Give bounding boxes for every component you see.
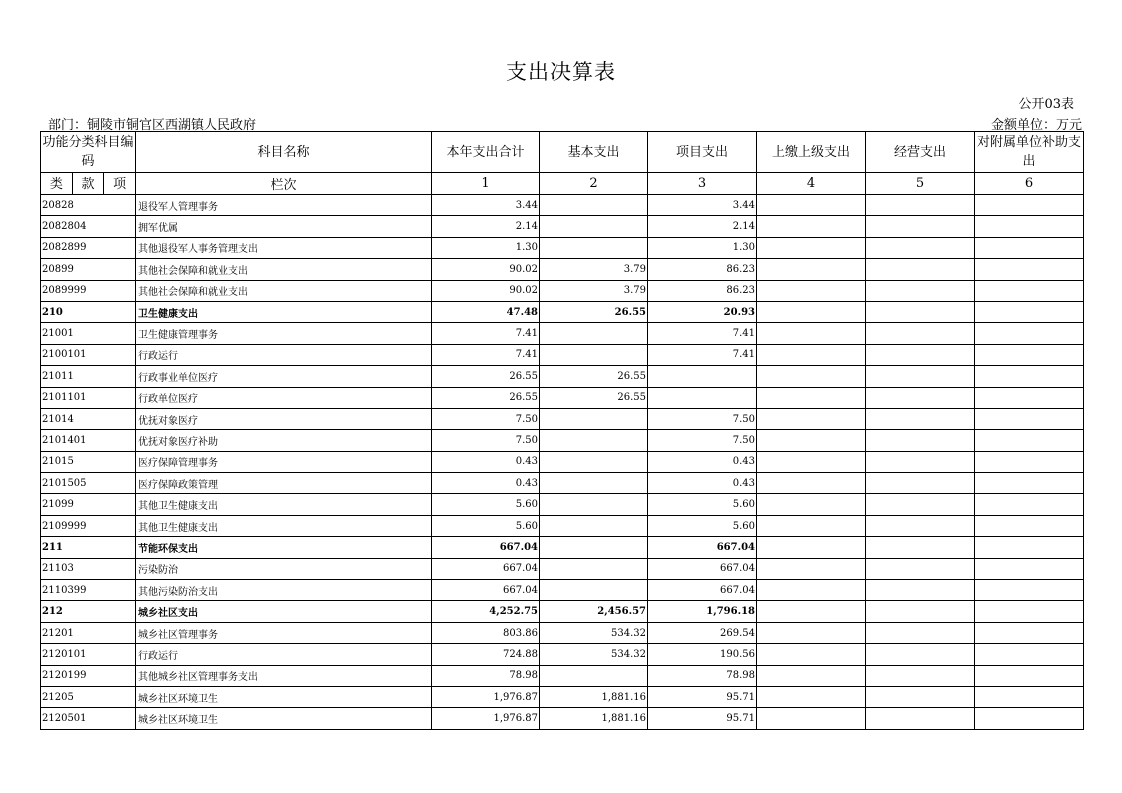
row-business-cell <box>866 686 975 707</box>
row-business-cell <box>866 430 975 451</box>
row-basic-cell: 1,881.16 <box>540 686 648 707</box>
row-name-cell: 行政事业单位医疗 <box>136 366 432 387</box>
row-code-cell: 212 <box>41 601 136 622</box>
row-upper-cell <box>757 387 866 408</box>
table-row <box>41 537 1084 558</box>
row-project-cell: 269.54 <box>648 622 757 643</box>
row-name-cell: 行政运行 <box>136 644 432 665</box>
code-subheader-cell <box>41 173 136 195</box>
table-row <box>41 686 1084 707</box>
row-basic-cell <box>540 494 648 515</box>
row-business-cell <box>866 558 975 579</box>
row-project-cell: 190.56 <box>648 644 757 665</box>
header-code: 功能分类科目编码 <box>41 132 136 173</box>
row-name-cell: 其他退役军人事务管理支出 <box>136 237 432 258</box>
row-upper-cell <box>757 580 866 601</box>
row-total-cell: 0.43 <box>432 473 540 494</box>
row-business-cell <box>866 195 975 216</box>
header-name: 科目名称 <box>136 132 432 173</box>
row-subsidy-cell <box>975 601 1084 622</box>
row-name-cell: 污染防治 <box>136 558 432 579</box>
table-row <box>41 494 1084 515</box>
row-total-cell: 724.88 <box>432 644 540 665</box>
row-basic-cell: 26.55 <box>540 387 648 408</box>
row-name-cell: 优抚对象医疗补助 <box>136 430 432 451</box>
row-basic-cell <box>540 195 648 216</box>
row-code-cell: 2089999 <box>41 280 136 301</box>
row-code-cell: 2082899 <box>41 237 136 258</box>
row-basic-cell <box>540 430 648 451</box>
row-total-cell: 90.02 <box>432 280 540 301</box>
row-name-cell: 医疗保障管理事务 <box>136 451 432 472</box>
row-basic-cell: 3.79 <box>540 280 648 301</box>
row-subsidy-cell <box>975 430 1084 451</box>
row-upper-cell <box>757 665 866 686</box>
table-row <box>41 280 1084 301</box>
row-project-cell: 7.41 <box>648 323 757 344</box>
row-code-cell: 2120101 <box>41 644 136 665</box>
row-code-cell: 2109999 <box>41 515 136 536</box>
row-project-cell <box>648 387 757 408</box>
row-name-cell: 城乡社区支出 <box>136 601 432 622</box>
form-number: 公开03表 <box>1018 97 1074 112</box>
header-basic: 基本支出 <box>540 132 648 173</box>
row-subsidy-cell <box>975 686 1084 707</box>
row-total-cell: 7.50 <box>432 408 540 429</box>
row-project-cell: 5.60 <box>648 515 757 536</box>
row-project-cell: 1,796.18 <box>648 601 757 622</box>
row-code-cell: 210 <box>41 301 136 322</box>
row-upper-cell <box>757 195 866 216</box>
subheader-col4: 4 <box>757 173 866 195</box>
row-code-cell: 20828 <box>41 195 136 216</box>
row-business-cell <box>866 366 975 387</box>
row-subsidy-cell <box>975 387 1084 408</box>
row-project-cell: 95.71 <box>648 708 757 729</box>
row-total-cell: 1.30 <box>432 237 540 258</box>
row-basic-cell <box>540 216 648 237</box>
row-subsidy-cell <box>975 537 1084 558</box>
row-business-cell <box>866 259 975 280</box>
row-code-cell: 2120501 <box>41 708 136 729</box>
row-name-cell: 退役军人管理事务 <box>136 195 432 216</box>
row-business-cell <box>866 580 975 601</box>
table-row <box>41 195 1084 216</box>
row-subsidy-cell <box>975 344 1084 365</box>
row-project-cell: 2.14 <box>648 216 757 237</box>
row-business-cell <box>866 301 975 322</box>
row-upper-cell <box>757 408 866 429</box>
row-business-cell <box>866 644 975 665</box>
row-code-cell: 2082804 <box>41 216 136 237</box>
row-upper-cell <box>757 601 866 622</box>
department-label: 部门：铜陵市铜官区西湖镇人民政府 <box>48 118 257 133</box>
row-code-cell: 21103 <box>41 558 136 579</box>
row-basic-cell <box>540 558 648 579</box>
row-upper-cell <box>757 686 866 707</box>
table-row <box>41 216 1084 237</box>
row-name-cell: 节能环保支出 <box>136 537 432 558</box>
row-basic-cell <box>540 515 648 536</box>
row-name-cell: 其他污染防治支出 <box>136 580 432 601</box>
row-business-cell <box>866 216 975 237</box>
header-subsidy: 对附属单位补助支出 <box>975 132 1084 173</box>
row-basic-cell: 2,456.57 <box>540 601 648 622</box>
row-subsidy-cell <box>975 323 1084 344</box>
row-project-cell: 86.23 <box>648 280 757 301</box>
row-total-cell: 2.14 <box>432 216 540 237</box>
row-code-cell: 21205 <box>41 686 136 707</box>
row-project-cell: 7.50 <box>648 408 757 429</box>
subheader-lei: 类 <box>41 173 73 194</box>
row-project-cell: 95.71 <box>648 686 757 707</box>
row-code-cell: 21015 <box>41 451 136 472</box>
row-total-cell: 47.48 <box>432 301 540 322</box>
row-total-cell: 7.41 <box>432 344 540 365</box>
subheader-kuan: 款 <box>73 173 105 194</box>
row-total-cell: 78.98 <box>432 665 540 686</box>
row-subsidy-cell <box>975 558 1084 579</box>
row-upper-cell <box>757 622 866 643</box>
table-row <box>41 708 1084 729</box>
row-code-cell: 21099 <box>41 494 136 515</box>
row-code-cell: 211 <box>41 537 136 558</box>
row-upper-cell <box>757 301 866 322</box>
table-row <box>41 301 1084 322</box>
subheader-col5: 5 <box>866 173 975 195</box>
row-basic-cell <box>540 408 648 429</box>
row-total-cell: 667.04 <box>432 558 540 579</box>
row-basic-cell <box>540 323 648 344</box>
row-subsidy-cell <box>975 237 1084 258</box>
subheader-col6: 6 <box>975 173 1084 195</box>
row-subsidy-cell <box>975 644 1084 665</box>
row-total-cell: 4,252.75 <box>432 601 540 622</box>
header-row <box>41 132 1084 173</box>
row-basic-cell <box>540 473 648 494</box>
row-upper-cell <box>757 644 866 665</box>
row-business-cell <box>866 280 975 301</box>
row-total-cell: 26.55 <box>432 366 540 387</box>
row-basic-cell: 26.55 <box>540 366 648 387</box>
row-business-cell <box>866 387 975 408</box>
table-row <box>41 580 1084 601</box>
row-total-cell: 0.43 <box>432 451 540 472</box>
row-name-cell: 其他社会保障和就业支出 <box>136 259 432 280</box>
row-name-cell: 城乡社区环境卫生 <box>136 708 432 729</box>
row-code-cell: 2101505 <box>41 473 136 494</box>
table-row <box>41 430 1084 451</box>
column-index-row <box>41 173 1084 195</box>
table-row <box>41 665 1084 686</box>
row-subsidy-cell <box>975 366 1084 387</box>
row-business-cell <box>866 323 975 344</box>
table-row <box>41 622 1084 643</box>
row-upper-cell <box>757 344 866 365</box>
table-row <box>41 323 1084 344</box>
row-code-cell: 2120199 <box>41 665 136 686</box>
row-upper-cell <box>757 451 866 472</box>
row-project-cell: 7.41 <box>648 344 757 365</box>
row-upper-cell <box>757 494 866 515</box>
row-basic-cell <box>540 665 648 686</box>
row-total-cell: 1,976.87 <box>432 708 540 729</box>
row-total-cell: 667.04 <box>432 537 540 558</box>
row-basic-cell <box>540 580 648 601</box>
row-upper-cell <box>757 473 866 494</box>
row-name-cell: 其他社会保障和就业支出 <box>136 280 432 301</box>
row-subsidy-cell <box>975 494 1084 515</box>
row-business-cell <box>866 537 975 558</box>
row-total-cell: 3.44 <box>432 195 540 216</box>
row-total-cell: 26.55 <box>432 387 540 408</box>
row-upper-cell <box>757 537 866 558</box>
row-business-cell <box>866 344 975 365</box>
table-row <box>41 259 1084 280</box>
table-row <box>41 387 1084 408</box>
row-project-cell <box>648 366 757 387</box>
row-code-cell: 2101401 <box>41 430 136 451</box>
row-code-cell: 21001 <box>41 323 136 344</box>
row-upper-cell <box>757 366 866 387</box>
row-business-cell <box>866 601 975 622</box>
row-upper-cell <box>757 558 866 579</box>
subheader-xiang: 项 <box>113 177 127 192</box>
row-business-cell <box>866 515 975 536</box>
expenditure-table <box>40 131 1084 730</box>
row-business-cell <box>866 451 975 472</box>
table-row <box>41 451 1084 472</box>
row-upper-cell <box>757 323 866 344</box>
row-subsidy-cell <box>975 580 1084 601</box>
row-basic-cell <box>540 344 648 365</box>
row-name-cell: 其他卫生健康支出 <box>136 515 432 536</box>
row-name-cell: 城乡社区管理事务 <box>136 622 432 643</box>
row-upper-cell <box>757 259 866 280</box>
row-subsidy-cell <box>975 622 1084 643</box>
row-basic-cell: 534.32 <box>540 622 648 643</box>
row-total-cell: 803.86 <box>432 622 540 643</box>
row-subsidy-cell <box>975 408 1084 429</box>
row-name-cell: 拥军优属 <box>136 216 432 237</box>
row-subsidy-cell <box>975 280 1084 301</box>
page-title: 支出决算表 <box>506 60 616 84</box>
row-code-cell: 2110399 <box>41 580 136 601</box>
row-upper-cell <box>757 708 866 729</box>
row-subsidy-cell <box>975 259 1084 280</box>
row-business-cell <box>866 408 975 429</box>
table-row <box>41 237 1084 258</box>
row-project-cell: 20.93 <box>648 301 757 322</box>
row-upper-cell <box>757 216 866 237</box>
row-business-cell <box>866 494 975 515</box>
row-subsidy-cell <box>975 216 1084 237</box>
row-upper-cell <box>757 237 866 258</box>
row-basic-cell: 1,881.16 <box>540 708 648 729</box>
row-total-cell: 5.60 <box>432 515 540 536</box>
row-business-cell <box>866 708 975 729</box>
table-row <box>41 515 1084 536</box>
subheader-col2: 2 <box>540 173 648 195</box>
row-subsidy-cell <box>975 665 1084 686</box>
row-project-cell: 667.04 <box>648 558 757 579</box>
table-row <box>41 344 1084 365</box>
row-project-cell: 667.04 <box>648 537 757 558</box>
row-subsidy-cell <box>975 515 1084 536</box>
row-code-cell: 21011 <box>41 366 136 387</box>
row-name-cell: 医疗保障政策管理 <box>136 473 432 494</box>
row-basic-cell <box>540 237 648 258</box>
row-subsidy-cell <box>975 708 1084 729</box>
row-code-cell: 21014 <box>41 408 136 429</box>
row-project-cell: 86.23 <box>648 259 757 280</box>
row-basic-cell: 3.79 <box>540 259 648 280</box>
row-subsidy-cell <box>975 473 1084 494</box>
row-business-cell <box>866 665 975 686</box>
subheader-lanci: 栏次 <box>136 173 432 195</box>
row-name-cell: 其他城乡社区管理事务支出 <box>136 665 432 686</box>
row-total-cell: 1,976.87 <box>432 686 540 707</box>
row-project-cell: 1.30 <box>648 237 757 258</box>
row-project-cell: 78.98 <box>648 665 757 686</box>
row-total-cell: 90.02 <box>432 259 540 280</box>
row-basic-cell <box>540 451 648 472</box>
row-project-cell: 667.04 <box>648 580 757 601</box>
subheader-col1: 1 <box>432 173 540 195</box>
row-total-cell: 7.50 <box>432 430 540 451</box>
row-code-cell: 20899 <box>41 259 136 280</box>
row-upper-cell <box>757 280 866 301</box>
row-project-cell: 0.43 <box>648 473 757 494</box>
row-basic-cell <box>540 537 648 558</box>
table-row <box>41 601 1084 622</box>
header-total: 本年支出合计 <box>432 132 540 173</box>
row-upper-cell <box>757 515 866 536</box>
row-subsidy-cell <box>975 451 1084 472</box>
row-project-cell: 3.44 <box>648 195 757 216</box>
row-basic-cell: 534.32 <box>540 644 648 665</box>
header-upper: 上缴上级支出 <box>757 132 866 173</box>
row-total-cell: 5.60 <box>432 494 540 515</box>
row-project-cell: 5.60 <box>648 494 757 515</box>
row-upper-cell <box>757 430 866 451</box>
table-row <box>41 366 1084 387</box>
row-business-cell <box>866 622 975 643</box>
table-row <box>41 644 1084 665</box>
row-name-cell: 行政运行 <box>136 344 432 365</box>
row-code-cell: 2100101 <box>41 344 136 365</box>
row-name-cell: 卫生健康支出 <box>136 301 432 322</box>
row-basic-cell: 26.55 <box>540 301 648 322</box>
row-code-cell: 21201 <box>41 622 136 643</box>
row-subsidy-cell <box>975 301 1084 322</box>
row-name-cell: 行政单位医疗 <box>136 387 432 408</box>
row-code-cell: 2101101 <box>41 387 136 408</box>
row-subsidy-cell <box>975 195 1084 216</box>
row-project-cell: 7.50 <box>648 430 757 451</box>
row-name-cell: 优抚对象医疗 <box>136 408 432 429</box>
row-business-cell <box>866 237 975 258</box>
row-name-cell: 城乡社区环境卫生 <box>136 686 432 707</box>
subheader-col3: 3 <box>648 173 757 195</box>
table-row <box>41 473 1084 494</box>
table-row <box>41 408 1084 429</box>
amount-unit-label: 金额单位：万元 <box>990 118 1082 133</box>
row-total-cell: 667.04 <box>432 580 540 601</box>
row-name-cell: 其他卫生健康支出 <box>136 494 432 515</box>
row-project-cell: 0.43 <box>648 451 757 472</box>
table-row <box>41 558 1084 579</box>
row-total-cell: 7.41 <box>432 323 540 344</box>
row-name-cell: 卫生健康管理事务 <box>136 323 432 344</box>
header-business: 经营支出 <box>866 132 975 173</box>
row-business-cell <box>866 473 975 494</box>
header-project: 项目支出 <box>648 132 757 173</box>
